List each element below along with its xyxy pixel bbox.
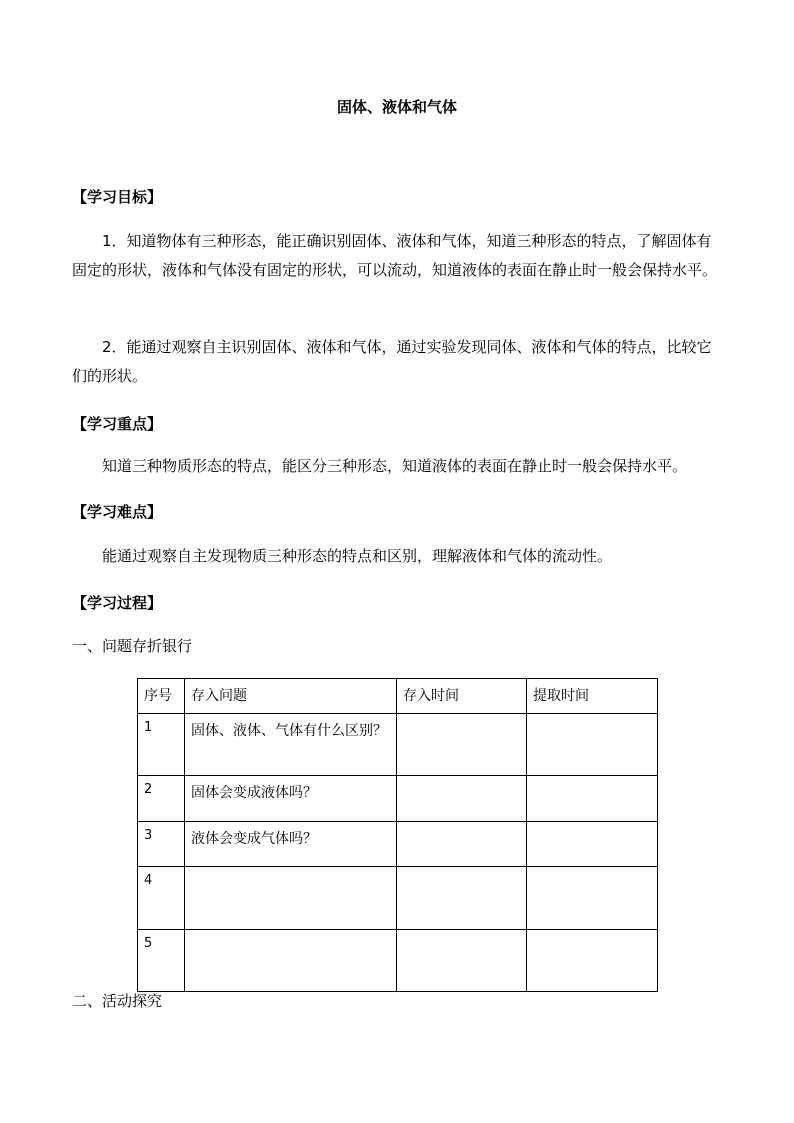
row-deposit-time	[397, 714, 527, 776]
header-number: 序号	[138, 679, 185, 714]
table-header-row	[138, 679, 658, 714]
row-withdraw-time	[527, 776, 658, 822]
objectives-heading: 【学习目标】	[72, 188, 163, 206]
process-heading: 【学习过程】	[72, 594, 163, 612]
header-question: 存入问题	[185, 679, 397, 714]
row-deposit-time	[397, 776, 527, 822]
key-points-text: 知道三种物质形态的特点，能区分三种形态，知道液体的表面在静止时一般会保持水平。	[102, 457, 688, 475]
objective-item-1: 1．知道物体有三种形态，能正确识别固体、液体和气体，知道三种形态的特点，了解固体有固定的形状，液体和气体没有固定的形状，可以流动，知道液体的表面在静止时一般会保持水平。	[72, 232, 718, 279]
row-question: 固体、液体、气体有什么区别？	[185, 714, 397, 776]
row-withdraw-time	[527, 930, 658, 992]
row-number: 4	[138, 867, 185, 930]
section-activity: 二、活动探究	[72, 992, 163, 1010]
objective-item-2: 2．能通过观察自主识别固体、液体和气体，通过实验发现同体、液体和气体的特点，比较它们的形状。	[72, 338, 712, 385]
row-number: 3	[138, 822, 185, 867]
row-number: 2	[138, 776, 185, 822]
question-bank-table	[137, 678, 658, 992]
row-deposit-time	[397, 867, 527, 930]
table-row	[138, 822, 658, 867]
row-question	[185, 867, 397, 930]
header-deposit-time: 存入时间	[397, 679, 527, 714]
table-row	[138, 714, 658, 776]
row-question: 液体会变成气体吗？	[185, 822, 397, 867]
row-deposit-time	[397, 930, 527, 992]
row-withdraw-time	[527, 714, 658, 776]
row-withdraw-time	[527, 867, 658, 930]
table-row	[138, 930, 658, 992]
section-question-bank: 一、问题存折银行	[72, 637, 193, 655]
row-number: 1	[138, 714, 185, 776]
header-withdraw-time: 提取时间	[527, 679, 658, 714]
difficulties-text: 能通过观察自主发现物质三种形态的特点和区别，理解液体和气体的流动性。	[102, 547, 613, 565]
difficulties-heading: 【学习难点】	[72, 503, 163, 521]
row-question	[185, 930, 397, 992]
table-row	[138, 776, 658, 822]
page-title: 固体、液体和气体	[336, 98, 457, 116]
row-deposit-time	[397, 822, 527, 867]
row-number: 5	[138, 930, 185, 992]
row-question: 固体会变成液体吗？	[185, 776, 397, 822]
table-row	[138, 867, 658, 930]
row-withdraw-time	[527, 822, 658, 867]
key-points-heading: 【学习重点】	[72, 415, 163, 433]
